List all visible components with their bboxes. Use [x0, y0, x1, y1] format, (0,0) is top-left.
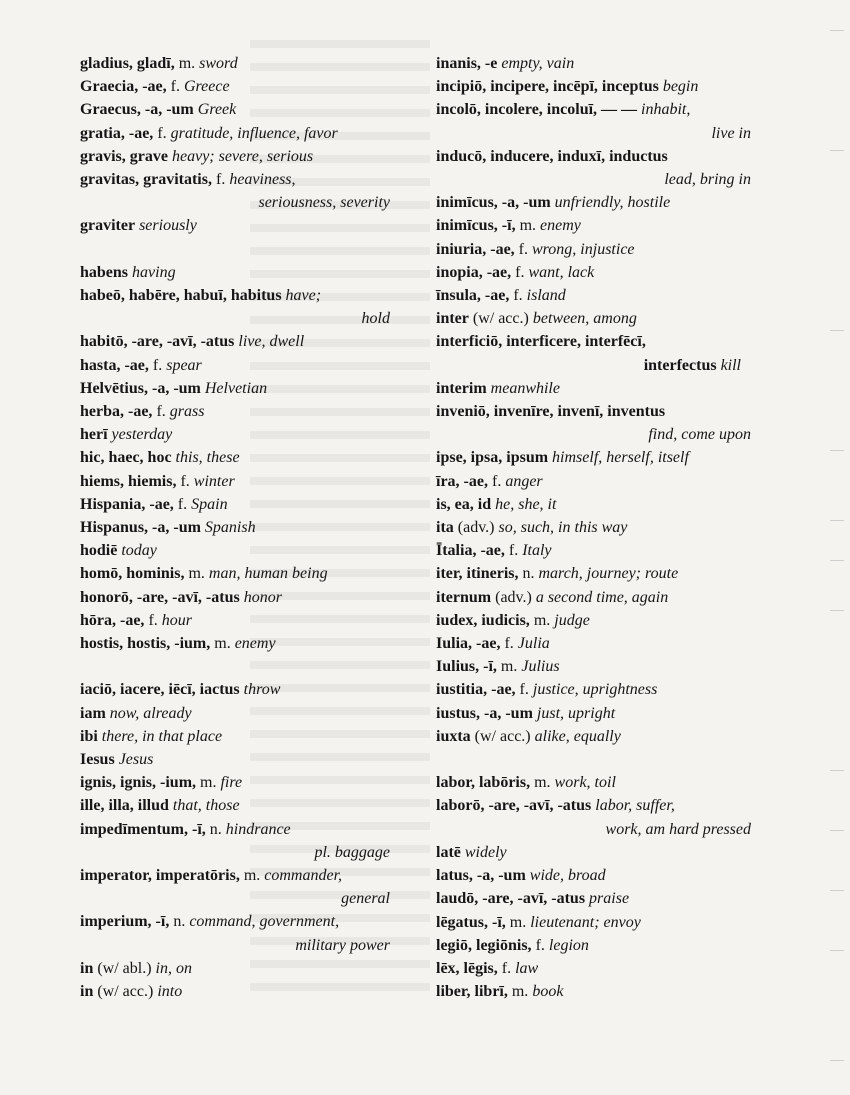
entry-definition: heavy; severe, serious [171, 147, 314, 165]
dictionary-entry [436, 609, 781, 632]
entry-headword: īra, -ae, [436, 472, 488, 490]
entry-grammar: (w/ acc.) [468, 310, 529, 328]
entry-definition: honor [243, 588, 282, 606]
entry-headword: habeō, habēre, habuī, habitus [80, 287, 282, 305]
dictionary-entry [436, 145, 781, 168]
entry-definition: enemy [540, 217, 581, 235]
entry-definition: throw [243, 681, 281, 699]
dictionary-entry [436, 284, 781, 307]
entry-headword: inimīcus, -ī, [436, 217, 516, 235]
entry-headword: laudō, -are, -avī, -atus [436, 890, 586, 908]
entry-definition: book [532, 983, 564, 1001]
dictionary-entry [436, 539, 781, 562]
dictionary-entry [80, 470, 420, 493]
entry-grammar: f. [173, 495, 188, 513]
entry-continuation [436, 354, 781, 377]
entry-grammar: m. [515, 217, 537, 235]
page-edge-marks [820, 0, 850, 1095]
dictionary-entry [436, 655, 781, 678]
dictionary-entry [80, 423, 420, 446]
entry-definition: this, these [175, 449, 240, 467]
entry-headword: herba, -ae, [80, 403, 153, 421]
entry-continuation: work, am hard pressed [605, 820, 751, 838]
entry-headword: lēgatus, -ī, [436, 913, 506, 931]
entry-headword: iam [80, 704, 106, 722]
entry-definition: yesterday [111, 426, 173, 444]
dictionary-entry [436, 516, 781, 539]
entry-definition: just, upright [536, 704, 616, 722]
entry-definition: empty, vain [501, 55, 575, 72]
entry-definition: want, lack [528, 263, 595, 281]
dictionary-entry [436, 261, 781, 284]
entry-headword: Hispanus, -a, -um [80, 519, 201, 537]
entry-headword: lēx, lēgis, [436, 959, 498, 977]
dictionary-entry [80, 910, 420, 933]
entry-headword: iaciō, iacere, iēcī, iactus [80, 681, 240, 699]
entry-headword: iniuria, -ae, [436, 240, 515, 258]
entry-headword: honorō, -are, -avī, -atus [80, 588, 240, 606]
entry-grammar: m. [505, 913, 527, 931]
entry-headword: gravitas, gravitatis, [80, 171, 212, 189]
entry-headword: Helvētius, -a, -um [80, 379, 201, 397]
dictionary-entry [80, 748, 420, 771]
entry-headword: habitō, -are, -avī, -atus [80, 333, 235, 351]
dictionary-entry [436, 586, 781, 609]
entry-headword: Graecia, -ae, [80, 78, 167, 96]
entry-definition: now, already [109, 704, 192, 722]
dictionary-entry [80, 354, 420, 377]
entry-headword: interim [436, 379, 487, 397]
entry-definition: Spanish [204, 519, 256, 537]
entry-headword: gravis, grave [80, 147, 168, 165]
entry-definition: grass [169, 403, 205, 421]
dictionary-entry [80, 516, 420, 539]
entry-definition: into [157, 983, 183, 1001]
dictionary-entry [436, 562, 781, 585]
entry-definition: justice, uprightness [532, 681, 658, 699]
entry-continuation: hold [361, 310, 390, 328]
entry-headword: hodiē [80, 542, 118, 560]
entry-headword: ibi [80, 727, 98, 745]
entry-headword: in [80, 983, 94, 1001]
entry-definition: winter [193, 472, 235, 490]
entry-headword: iustitia, -ae, [436, 681, 516, 699]
entry-definition: in, on [155, 959, 192, 977]
entry-grammar: m. [174, 55, 196, 72]
entry-definition: law [515, 959, 539, 977]
dictionary-entry [436, 214, 781, 237]
entry-headword: Ītalia, -ae, [436, 542, 505, 560]
entry-definition: that, those [172, 797, 240, 815]
dictionary-entry [80, 586, 420, 609]
entry-grammar: f. [500, 635, 514, 653]
entry-grammar: m. [496, 658, 518, 676]
entry-headword: iustus, -a, -um [436, 704, 533, 722]
entry-definition: meanwhile [490, 379, 560, 397]
entry-definition: Helvetian [204, 379, 268, 397]
entry-grammar: f. [515, 681, 529, 699]
entry-headword: legiō, legiōnis, [436, 936, 532, 954]
dictionary-entry [80, 702, 420, 725]
entry-definition: wrong, injustice [532, 240, 635, 258]
entry-headword: graviter [80, 217, 136, 235]
dictionary-entry [436, 400, 781, 423]
entry-headword: īnsula, -ae, [436, 287, 510, 305]
entry-definition: labor, suffer, [595, 797, 675, 815]
entry-headword: Graecus, -a, -um [80, 101, 194, 119]
entry-headword: iter, itineris, [436, 565, 519, 583]
entry-definition: Greece [183, 78, 230, 96]
entry-definition: march, journey; route [538, 565, 679, 583]
entry-headword: Iulia, -ae, [436, 635, 501, 653]
dictionary-entry [80, 400, 420, 423]
entry-continuation: seriousness, severity [258, 194, 390, 212]
entry-definition: seriously [139, 217, 197, 235]
entry-definition: spear [166, 356, 202, 374]
dictionary-entry [80, 957, 420, 980]
dictionary-entry [80, 818, 420, 841]
entry-headword: habens [80, 263, 129, 281]
dictionary-entry [80, 261, 420, 284]
entry-grammar: f. [144, 611, 158, 629]
dictionary-entry [80, 632, 420, 655]
entry-grammar: m. [239, 867, 261, 885]
dictionary-entry [80, 168, 420, 191]
dictionary-entry [80, 145, 420, 168]
entry-headword: ipse, ipsa, ipsum [436, 449, 549, 467]
entry-headword: herī [80, 426, 108, 444]
entry-definition: there, in that place [101, 727, 223, 745]
entry-headword: hasta, -ae, [80, 356, 149, 374]
section-gap [80, 655, 420, 678]
entry-headword: ille, illa, illud [80, 797, 169, 815]
dictionary-entry [436, 238, 781, 261]
dictionary-entry [436, 934, 781, 957]
entry-definition: unfriendly, hostile [554, 194, 671, 212]
entry-definition: between, among [532, 310, 637, 328]
entry-grammar: m. [184, 565, 205, 583]
entry-grammar: m. [530, 774, 551, 792]
dictionary-entry [80, 609, 420, 632]
dictionary-entry [80, 75, 420, 98]
entry-grammar: (adv.) [453, 519, 495, 537]
section-gap [436, 748, 781, 771]
dictionary-entry [436, 957, 781, 980]
entry-definition: commander, [264, 867, 343, 885]
entry-headword: liber, librī, [436, 983, 508, 1001]
entry-headword: Hispania, -ae, [80, 495, 174, 513]
dictionary-entry [80, 493, 420, 516]
dictionary-entry [80, 771, 420, 794]
entry-grammar: f. [211, 171, 226, 189]
entry-definition: enemy [234, 635, 276, 653]
entry-grammar: (adv.) [491, 588, 532, 606]
entry-headword: incipiō, incipere, incēpī, inceptus [436, 78, 659, 96]
entry-definition: today [121, 542, 157, 560]
entry-headword: in [80, 959, 94, 977]
dictionary-entry [80, 864, 420, 887]
dictionary-entry [436, 911, 781, 934]
entry-definition: Spain [191, 495, 228, 513]
dictionary-entry [436, 470, 781, 493]
entry-definition: Jesus [118, 751, 154, 769]
entry-grammar: f. [487, 472, 502, 490]
entry-continuation: pl. baggage [314, 843, 390, 861]
entry-definition: fire [220, 774, 243, 792]
dictionary-entry [436, 794, 781, 817]
entry-headword: iuxta [436, 727, 471, 745]
entry-headword: gratia, -ae, [80, 124, 154, 142]
entry-grammar: f. [514, 240, 528, 258]
entry-grammar: m. [507, 983, 529, 1001]
entry-headword: labor, labōris, [436, 774, 531, 792]
entry-headword: hōra, -ae, [80, 611, 145, 629]
entry-grammar: f. [152, 403, 166, 421]
entry-definition: widely [464, 843, 507, 861]
dictionary-entry [80, 446, 420, 469]
entry-grammar: f. [509, 287, 523, 305]
entry-grammar: f. [531, 936, 545, 954]
entry-headword: imperium, -ī, [80, 913, 170, 931]
entry-definition: judge [554, 611, 590, 629]
dictionary-entry [436, 98, 781, 121]
continuation-definition: kill [720, 356, 741, 374]
dictionary-entry [80, 52, 420, 75]
entry-headword: gladius, gladī, [80, 55, 175, 72]
entry-definition: have; [285, 287, 322, 305]
dictionary-entry [80, 562, 420, 585]
entry-headword: inopia, -ae, [436, 263, 512, 281]
dictionary-entry [436, 887, 781, 910]
dictionary-entry [80, 794, 420, 817]
entry-grammar: m. [196, 774, 217, 792]
entry-definition: work, toil [554, 774, 616, 792]
entry-definition: command, government, [189, 913, 340, 931]
dictionary-entry [436, 702, 781, 725]
entry-headword: latus, -a, -um [436, 867, 526, 885]
entry-definition: Julius [521, 658, 560, 676]
entry-headword: hostis, hostis, -ium, [80, 635, 211, 653]
entry-definition: hindrance [225, 820, 291, 838]
entry-continuation: military power [295, 936, 390, 954]
entry-grammar: f. [166, 78, 180, 96]
entry-definition: praise [589, 890, 630, 908]
dictionary-entry [80, 98, 420, 121]
entry-grammar: (w/ acc.) [93, 983, 154, 1001]
entry-definition: man, human being [208, 565, 328, 583]
entry-headword: hiems, hiemis, [80, 472, 177, 490]
dictionary-entry [80, 377, 420, 400]
entry-headword: inducō, inducere, induxī, inductus [436, 147, 668, 165]
dictionary-entry [80, 122, 420, 145]
section-gap [80, 238, 420, 261]
entry-continuation: general [341, 890, 390, 908]
entry-grammar: m. [529, 611, 551, 629]
dictionary-entry [436, 493, 781, 516]
entry-headword: interficiō, interficere, interfēcī, [436, 333, 646, 351]
entry-definition: legion [548, 936, 589, 954]
left-column [80, 52, 420, 1003]
entry-definition: a second time, again [535, 588, 669, 606]
entry-headword: homō, hominis, [80, 565, 185, 583]
entry-definition: island [526, 287, 566, 305]
dictionary-entry [436, 75, 781, 98]
dictionary-entry [436, 307, 781, 330]
entry-continuation: live in [711, 124, 751, 142]
entry-grammar: (w/ abl.) [93, 959, 152, 977]
entry-headword: inveniō, invenīre, invenī, inventus [436, 403, 666, 421]
dictionary-entry [80, 980, 420, 1003]
dictionary-entry [436, 52, 781, 75]
dictionary-entry [436, 771, 781, 794]
dictionary-entry [436, 864, 781, 887]
entry-headword: is, ea, id [436, 495, 492, 513]
entry-definition: anger [505, 472, 543, 490]
entry-headword: impedīmentum, -ī, [80, 820, 206, 838]
entry-grammar: n. [205, 820, 222, 838]
dictionary-entry [80, 330, 420, 353]
entry-definition: inhabit, [641, 101, 691, 119]
dictionary-entry [436, 632, 781, 655]
entry-headword: inanis, -e [436, 55, 498, 72]
entry-headword: iudex, iudicis, [436, 611, 530, 629]
entry-continuation: find, come upon [648, 426, 751, 444]
entry-grammar: (w/ acc.) [470, 727, 531, 745]
entry-headword: inimīcus, -a, -um [436, 194, 551, 212]
dictionary-entry [436, 678, 781, 701]
entry-headword: laborō, -are, -avī, -atus [436, 797, 592, 815]
dictionary-entry [80, 678, 420, 701]
entry-headword: iternum [436, 588, 492, 606]
entry-definition: Julia [517, 635, 550, 653]
entry-grammar: m. [210, 635, 231, 653]
entry-headword: inter [436, 310, 469, 328]
entry-definition: alike, equally [534, 727, 621, 745]
entry-grammar: f. [176, 472, 190, 490]
entry-grammar: f. [153, 124, 167, 142]
entry-headword: incolō, incolere, incoluī, — — [436, 101, 638, 119]
dictionary-entry [80, 284, 420, 307]
entry-definition: so, such, in this way [498, 519, 628, 537]
entry-definition: gratitude, influence, favor [170, 124, 338, 142]
entry-grammar: n. [169, 913, 186, 931]
entry-definition: begin [662, 78, 699, 96]
entry-definition: Italy [522, 542, 552, 560]
entry-definition: live, dwell [238, 333, 305, 351]
entry-definition: lieutenant; envoy [530, 913, 641, 931]
entry-definition: having [132, 263, 176, 281]
entry-headword: latē [436, 843, 461, 861]
dictionary-entry [80, 725, 420, 748]
dictionary-entry [436, 191, 781, 214]
entry-headword: Iulius, -ī, [436, 658, 497, 676]
dictionary-entry [80, 214, 420, 237]
entry-grammar: f. [497, 959, 512, 977]
entry-headword: ignis, ignis, -ium, [80, 774, 197, 792]
dictionary-entry [436, 980, 781, 1003]
dictionary-entry [436, 725, 781, 748]
entry-definition: Greek [197, 101, 237, 119]
entry-headword: Iesus [80, 751, 115, 769]
continuation-headword: interfectus [643, 356, 717, 374]
entry-headword: ita [436, 519, 454, 537]
entry-grammar: f. [504, 542, 519, 560]
dictionary-entry [436, 330, 781, 353]
entry-headword: imperator, imperatōris, [80, 867, 240, 885]
entry-grammar: n. [518, 565, 535, 583]
dictionary-entry [436, 377, 781, 400]
dictionary-entry [80, 539, 420, 562]
entry-definition: heaviness, [229, 171, 296, 189]
entry-grammar: f. [511, 263, 525, 281]
right-column [436, 52, 781, 1003]
entry-continuation: lead, bring in [664, 171, 751, 189]
dictionary-entry [436, 841, 781, 864]
entry-definition: he, she, it [495, 495, 557, 513]
entry-definition: hour [161, 611, 192, 629]
entry-grammar: f. [148, 356, 163, 374]
entry-definition: wide, broad [529, 867, 606, 885]
entry-headword: hic, haec, hoc [80, 449, 172, 467]
entry-definition: himself, herself, itself [552, 449, 689, 467]
entry-definition: sword [199, 55, 238, 72]
dictionary-entry [436, 446, 781, 469]
